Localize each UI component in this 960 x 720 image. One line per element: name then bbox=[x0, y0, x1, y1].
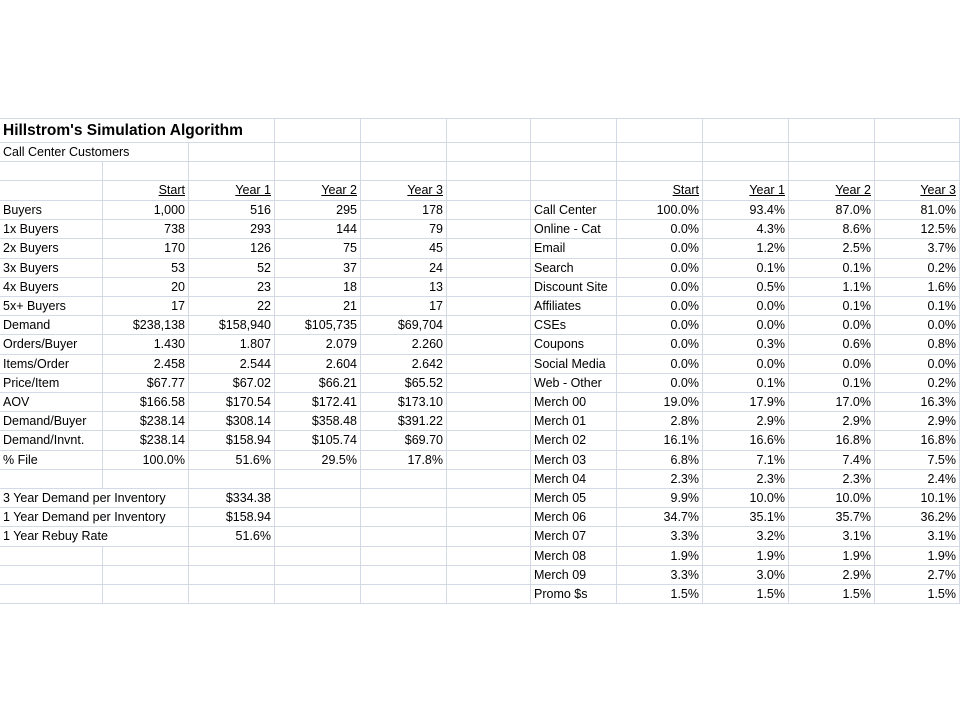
metric-value[interactable]: 24 bbox=[361, 259, 447, 278]
metric-value[interactable]: $158.94 bbox=[189, 431, 275, 450]
channel-value[interactable]: 1.9% bbox=[703, 547, 789, 566]
metric-value[interactable]: 1.430 bbox=[103, 335, 189, 354]
metric-value[interactable]: 51.6% bbox=[189, 451, 275, 470]
metric-value[interactable]: $69.70 bbox=[361, 431, 447, 450]
empty-cell[interactable] bbox=[189, 585, 275, 604]
sheet-title[interactable]: Hillstrom's Simulation Algorithm bbox=[0, 119, 275, 143]
column-header-right[interactable]: Year 3 bbox=[875, 181, 960, 201]
channel-value[interactable]: 17.0% bbox=[789, 393, 875, 412]
metric-value[interactable]: $69,704 bbox=[361, 316, 447, 335]
empty-cell[interactable] bbox=[447, 470, 531, 489]
empty-cell[interactable] bbox=[103, 162, 189, 181]
channel-value[interactable]: 19.0% bbox=[617, 393, 703, 412]
metric-value[interactable]: $173.10 bbox=[361, 393, 447, 412]
empty-cell[interactable] bbox=[447, 566, 531, 585]
channel-value[interactable]: 35.7% bbox=[789, 508, 875, 527]
empty-cell[interactable] bbox=[275, 143, 361, 162]
channel-value[interactable]: 16.1% bbox=[617, 431, 703, 450]
empty-cell[interactable] bbox=[447, 412, 531, 431]
channel-value[interactable]: 3.1% bbox=[875, 527, 960, 546]
metric-label[interactable]: Orders/Buyer bbox=[0, 335, 103, 354]
channel-value[interactable]: 1.1% bbox=[789, 278, 875, 297]
empty-cell[interactable] bbox=[275, 470, 361, 489]
empty-cell[interactable] bbox=[189, 470, 275, 489]
metric-value[interactable]: 126 bbox=[189, 239, 275, 258]
metric-value[interactable]: 23 bbox=[189, 278, 275, 297]
channel-value[interactable]: 0.0% bbox=[703, 316, 789, 335]
channel-value[interactable]: 2.5% bbox=[789, 239, 875, 258]
empty-cell[interactable] bbox=[447, 162, 531, 181]
empty-cell[interactable] bbox=[447, 335, 531, 354]
channel-value[interactable]: 0.0% bbox=[617, 335, 703, 354]
channel-value[interactable]: 16.6% bbox=[703, 431, 789, 450]
channel-value[interactable]: 0.1% bbox=[703, 374, 789, 393]
summary-value[interactable]: $158.94 bbox=[189, 508, 275, 527]
metric-value[interactable]: 18 bbox=[275, 278, 361, 297]
channel-value[interactable]: 0.0% bbox=[875, 316, 960, 335]
metric-value[interactable]: $238.14 bbox=[103, 412, 189, 431]
channel-label[interactable]: Coupons bbox=[531, 335, 617, 354]
channel-value[interactable]: 7.1% bbox=[703, 451, 789, 470]
channel-label[interactable]: Merch 04 bbox=[531, 470, 617, 489]
metric-value[interactable]: $170.54 bbox=[189, 393, 275, 412]
channel-label[interactable]: Merch 09 bbox=[531, 566, 617, 585]
empty-cell[interactable] bbox=[275, 489, 361, 508]
channel-value[interactable]: 0.0% bbox=[703, 297, 789, 316]
empty-cell[interactable] bbox=[447, 201, 531, 220]
channel-value[interactable]: 10.0% bbox=[789, 489, 875, 508]
metric-value[interactable]: 516 bbox=[189, 201, 275, 220]
channel-label[interactable]: Promo $s bbox=[531, 585, 617, 604]
metric-label[interactable]: 4x Buyers bbox=[0, 278, 103, 297]
empty-cell[interactable] bbox=[447, 585, 531, 604]
empty-cell[interactable] bbox=[789, 162, 875, 181]
channel-value[interactable]: 3.2% bbox=[703, 527, 789, 546]
metric-value[interactable]: 1.807 bbox=[189, 335, 275, 354]
channel-value[interactable]: 10.0% bbox=[703, 489, 789, 508]
channel-value[interactable]: 0.6% bbox=[789, 335, 875, 354]
channel-value[interactable]: 3.7% bbox=[875, 239, 960, 258]
empty-cell[interactable] bbox=[275, 508, 361, 527]
metric-value[interactable]: 738 bbox=[103, 220, 189, 239]
channel-value[interactable]: 4.3% bbox=[703, 220, 789, 239]
channel-value[interactable]: 1.2% bbox=[703, 239, 789, 258]
metric-value[interactable]: 79 bbox=[361, 220, 447, 239]
metric-value[interactable]: 2.604 bbox=[275, 355, 361, 374]
channel-label[interactable]: Email bbox=[531, 239, 617, 258]
channel-value[interactable]: 1.5% bbox=[703, 585, 789, 604]
column-header-left[interactable]: Start bbox=[103, 181, 189, 201]
metric-value[interactable]: $105,735 bbox=[275, 316, 361, 335]
metric-value[interactable]: $238,138 bbox=[103, 316, 189, 335]
empty-cell[interactable] bbox=[875, 162, 960, 181]
channel-label[interactable]: CSEs bbox=[531, 316, 617, 335]
channel-value[interactable]: 17.9% bbox=[703, 393, 789, 412]
empty-cell[interactable] bbox=[275, 527, 361, 546]
metric-value[interactable]: 22 bbox=[189, 297, 275, 316]
empty-cell[interactable] bbox=[447, 508, 531, 527]
empty-cell[interactable] bbox=[531, 162, 617, 181]
empty-cell[interactable] bbox=[275, 566, 361, 585]
channel-value[interactable]: 3.0% bbox=[703, 566, 789, 585]
empty-cell[interactable] bbox=[189, 547, 275, 566]
channel-label[interactable]: Merch 07 bbox=[531, 527, 617, 546]
metric-value[interactable]: 2.458 bbox=[103, 355, 189, 374]
metric-value[interactable]: 53 bbox=[103, 259, 189, 278]
empty-cell[interactable] bbox=[0, 162, 103, 181]
channel-label[interactable]: Web - Other bbox=[531, 374, 617, 393]
empty-cell[interactable] bbox=[447, 431, 531, 450]
metric-label[interactable]: Price/Item bbox=[0, 374, 103, 393]
empty-cell[interactable] bbox=[447, 297, 531, 316]
channel-label[interactable]: Merch 08 bbox=[531, 547, 617, 566]
empty-cell[interactable] bbox=[703, 119, 789, 143]
summary-value[interactable]: 51.6% bbox=[189, 527, 275, 546]
channel-value[interactable]: 2.3% bbox=[703, 470, 789, 489]
metric-value[interactable]: 293 bbox=[189, 220, 275, 239]
metric-value[interactable]: 75 bbox=[275, 239, 361, 258]
metric-value[interactable]: 170 bbox=[103, 239, 189, 258]
metric-label[interactable]: Demand/Buyer bbox=[0, 412, 103, 431]
channel-label[interactable]: Merch 03 bbox=[531, 451, 617, 470]
channel-value[interactable]: 2.8% bbox=[617, 412, 703, 431]
metric-value[interactable]: 21 bbox=[275, 297, 361, 316]
metric-value[interactable]: 17 bbox=[103, 297, 189, 316]
metric-value[interactable]: $166.58 bbox=[103, 393, 189, 412]
channel-value[interactable]: 2.9% bbox=[703, 412, 789, 431]
metric-label[interactable]: Demand/Invnt. bbox=[0, 431, 103, 450]
empty-cell[interactable] bbox=[447, 278, 531, 297]
channel-value[interactable]: 10.1% bbox=[875, 489, 960, 508]
channel-value[interactable]: 3.3% bbox=[617, 566, 703, 585]
empty-cell[interactable] bbox=[275, 585, 361, 604]
channel-value[interactable]: 6.8% bbox=[617, 451, 703, 470]
empty-cell[interactable] bbox=[617, 119, 703, 143]
summary-label[interactable]: 1 Year Rebuy Rate bbox=[0, 527, 189, 546]
channel-value[interactable]: 2.3% bbox=[617, 470, 703, 489]
channel-label[interactable]: Online - Cat bbox=[531, 220, 617, 239]
metric-value[interactable]: 100.0% bbox=[103, 451, 189, 470]
metric-value[interactable]: 17.8% bbox=[361, 451, 447, 470]
metric-value[interactable]: 1,000 bbox=[103, 201, 189, 220]
metric-label[interactable]: 3x Buyers bbox=[0, 259, 103, 278]
channel-value[interactable]: 0.1% bbox=[875, 297, 960, 316]
empty-cell[interactable] bbox=[0, 547, 103, 566]
channel-value[interactable]: 8.6% bbox=[789, 220, 875, 239]
empty-cell[interactable] bbox=[189, 162, 275, 181]
empty-cell[interactable] bbox=[361, 566, 447, 585]
column-header-left[interactable]: Year 2 bbox=[275, 181, 361, 201]
empty-cell[interactable] bbox=[447, 547, 531, 566]
channel-value[interactable]: 7.4% bbox=[789, 451, 875, 470]
empty-cell[interactable] bbox=[447, 239, 531, 258]
metric-value[interactable]: $66.21 bbox=[275, 374, 361, 393]
metric-value[interactable]: 29.5% bbox=[275, 451, 361, 470]
metric-value[interactable]: 144 bbox=[275, 220, 361, 239]
channel-value[interactable]: 87.0% bbox=[789, 201, 875, 220]
empty-cell[interactable] bbox=[275, 547, 361, 566]
empty-cell[interactable] bbox=[103, 566, 189, 585]
channel-value[interactable]: 9.9% bbox=[617, 489, 703, 508]
channel-value[interactable]: 0.0% bbox=[789, 355, 875, 374]
empty-cell[interactable] bbox=[447, 527, 531, 546]
column-header-left[interactable]: Year 1 bbox=[189, 181, 275, 201]
metric-value[interactable]: $358.48 bbox=[275, 412, 361, 431]
channel-value[interactable]: 0.0% bbox=[617, 220, 703, 239]
channel-value[interactable]: 7.5% bbox=[875, 451, 960, 470]
channel-label[interactable]: Call Center bbox=[531, 201, 617, 220]
empty-cell[interactable] bbox=[447, 355, 531, 374]
empty-cell[interactable] bbox=[0, 566, 103, 585]
channel-value[interactable]: 2.9% bbox=[789, 412, 875, 431]
summary-label[interactable]: 1 Year Demand per Inventory bbox=[0, 508, 189, 527]
channel-value[interactable]: 0.0% bbox=[617, 278, 703, 297]
channel-value[interactable]: 16.3% bbox=[875, 393, 960, 412]
channel-value[interactable]: 0.0% bbox=[703, 355, 789, 374]
summary-label[interactable]: 3 Year Demand per Inventory bbox=[0, 489, 189, 508]
channel-value[interactable]: 0.5% bbox=[703, 278, 789, 297]
empty-cell[interactable] bbox=[361, 527, 447, 546]
metric-value[interactable]: 2.260 bbox=[361, 335, 447, 354]
channel-value[interactable]: 0.0% bbox=[617, 259, 703, 278]
metric-value[interactable]: $67.77 bbox=[103, 374, 189, 393]
metric-value[interactable]: 13 bbox=[361, 278, 447, 297]
column-header-left[interactable]: Year 3 bbox=[361, 181, 447, 201]
metric-value[interactable]: $391.22 bbox=[361, 412, 447, 431]
empty-cell[interactable] bbox=[447, 119, 531, 143]
channel-label[interactable]: Merch 02 bbox=[531, 431, 617, 450]
channel-label[interactable]: Merch 01 bbox=[531, 412, 617, 431]
empty-cell[interactable] bbox=[361, 489, 447, 508]
metric-value[interactable]: 2.544 bbox=[189, 355, 275, 374]
empty-cell[interactable] bbox=[361, 162, 447, 181]
channel-value[interactable]: 0.0% bbox=[617, 239, 703, 258]
empty-cell[interactable] bbox=[703, 162, 789, 181]
channel-value[interactable]: 0.0% bbox=[617, 316, 703, 335]
channel-value[interactable]: 2.9% bbox=[789, 566, 875, 585]
channel-value[interactable]: 0.0% bbox=[875, 355, 960, 374]
channel-value[interactable]: 12.5% bbox=[875, 220, 960, 239]
channel-value[interactable]: 1.5% bbox=[789, 585, 875, 604]
empty-cell[interactable] bbox=[361, 119, 447, 143]
empty-cell[interactable] bbox=[361, 143, 447, 162]
metric-value[interactable]: 20 bbox=[103, 278, 189, 297]
metric-value[interactable]: 37 bbox=[275, 259, 361, 278]
empty-cell[interactable] bbox=[103, 547, 189, 566]
metric-label[interactable]: Items/Order bbox=[0, 355, 103, 374]
empty-cell[interactable] bbox=[361, 547, 447, 566]
empty-cell[interactable] bbox=[0, 181, 103, 201]
channel-value[interactable]: 0.8% bbox=[875, 335, 960, 354]
channel-value[interactable]: 0.2% bbox=[875, 374, 960, 393]
metric-value[interactable]: 17 bbox=[361, 297, 447, 316]
empty-cell[interactable] bbox=[447, 451, 531, 470]
empty-cell[interactable] bbox=[103, 585, 189, 604]
empty-cell[interactable] bbox=[189, 143, 275, 162]
channel-value[interactable]: 1.9% bbox=[617, 547, 703, 566]
metric-value[interactable]: $238.14 bbox=[103, 431, 189, 450]
spreadsheet bbox=[0, 118, 960, 605]
empty-cell[interactable] bbox=[531, 181, 617, 201]
empty-cell[interactable] bbox=[361, 470, 447, 489]
channel-value[interactable]: 0.0% bbox=[617, 297, 703, 316]
channel-value[interactable]: 1.5% bbox=[617, 585, 703, 604]
empty-cell[interactable] bbox=[447, 393, 531, 412]
channel-label[interactable]: Discount Site bbox=[531, 278, 617, 297]
empty-cell[interactable] bbox=[447, 316, 531, 335]
metric-value[interactable]: $67.02 bbox=[189, 374, 275, 393]
channel-value[interactable]: 1.9% bbox=[875, 547, 960, 566]
channel-value[interactable]: 2.3% bbox=[789, 470, 875, 489]
metric-label[interactable]: Demand bbox=[0, 316, 103, 335]
channel-value[interactable]: 2.9% bbox=[875, 412, 960, 431]
channel-value[interactable]: 0.2% bbox=[875, 259, 960, 278]
metric-value[interactable]: 45 bbox=[361, 239, 447, 258]
empty-cell[interactable] bbox=[617, 143, 703, 162]
channel-value[interactable]: 1.9% bbox=[789, 547, 875, 566]
empty-cell[interactable] bbox=[0, 470, 103, 489]
channel-value[interactable]: 0.3% bbox=[703, 335, 789, 354]
empty-cell[interactable] bbox=[617, 162, 703, 181]
channel-value[interactable]: 0.0% bbox=[617, 374, 703, 393]
channel-label[interactable]: Merch 06 bbox=[531, 508, 617, 527]
channel-value[interactable]: 100.0% bbox=[617, 201, 703, 220]
column-header-right[interactable]: Start bbox=[617, 181, 703, 201]
empty-cell[interactable] bbox=[789, 143, 875, 162]
empty-cell[interactable] bbox=[189, 566, 275, 585]
empty-cell[interactable] bbox=[361, 585, 447, 604]
metric-value[interactable]: $65.52 bbox=[361, 374, 447, 393]
channel-value[interactable]: 2.4% bbox=[875, 470, 960, 489]
metric-label[interactable]: Buyers bbox=[0, 201, 103, 220]
channel-value[interactable]: 16.8% bbox=[875, 431, 960, 450]
channel-value[interactable]: 81.0% bbox=[875, 201, 960, 220]
channel-value[interactable]: 3.3% bbox=[617, 527, 703, 546]
channel-label[interactable]: Social Media bbox=[531, 355, 617, 374]
summary-value[interactable]: $334.38 bbox=[189, 489, 275, 508]
channel-label[interactable]: Affiliates bbox=[531, 297, 617, 316]
empty-cell[interactable] bbox=[447, 259, 531, 278]
channel-value[interactable]: 16.8% bbox=[789, 431, 875, 450]
metric-value[interactable]: $105.74 bbox=[275, 431, 361, 450]
metric-label[interactable]: AOV bbox=[0, 393, 103, 412]
metric-label[interactable]: 5x+ Buyers bbox=[0, 297, 103, 316]
channel-value[interactable]: 0.0% bbox=[789, 316, 875, 335]
metric-value[interactable]: $172.41 bbox=[275, 393, 361, 412]
empty-cell[interactable] bbox=[703, 143, 789, 162]
empty-cell[interactable] bbox=[361, 508, 447, 527]
sheet-subtitle[interactable]: Call Center Customers bbox=[0, 143, 189, 162]
channel-value[interactable]: 0.1% bbox=[703, 259, 789, 278]
empty-cell[interactable] bbox=[0, 585, 103, 604]
channel-value[interactable]: 3.1% bbox=[789, 527, 875, 546]
column-header-right[interactable]: Year 1 bbox=[703, 181, 789, 201]
channel-label[interactable]: Merch 05 bbox=[531, 489, 617, 508]
metric-value[interactable]: $308.14 bbox=[189, 412, 275, 431]
empty-cell[interactable] bbox=[447, 181, 531, 201]
channel-value[interactable]: 34.7% bbox=[617, 508, 703, 527]
channel-value[interactable]: 0.0% bbox=[617, 355, 703, 374]
empty-cell[interactable] bbox=[789, 119, 875, 143]
empty-cell[interactable] bbox=[875, 119, 960, 143]
empty-cell[interactable] bbox=[103, 470, 189, 489]
empty-cell[interactable] bbox=[447, 489, 531, 508]
channel-value[interactable]: 0.1% bbox=[789, 259, 875, 278]
channel-label[interactable]: Search bbox=[531, 259, 617, 278]
metric-value[interactable]: 178 bbox=[361, 201, 447, 220]
channel-value[interactable]: 1.5% bbox=[875, 585, 960, 604]
metric-value[interactable]: $158,940 bbox=[189, 316, 275, 335]
empty-cell[interactable] bbox=[531, 143, 617, 162]
channel-value[interactable]: 0.1% bbox=[789, 374, 875, 393]
empty-cell[interactable] bbox=[447, 220, 531, 239]
column-header-right[interactable]: Year 2 bbox=[789, 181, 875, 201]
metric-value[interactable]: 2.642 bbox=[361, 355, 447, 374]
channel-value[interactable]: 93.4% bbox=[703, 201, 789, 220]
metric-value[interactable]: 2.079 bbox=[275, 335, 361, 354]
channel-label[interactable]: Merch 00 bbox=[531, 393, 617, 412]
channel-value[interactable]: 35.1% bbox=[703, 508, 789, 527]
channel-value[interactable]: 0.1% bbox=[789, 297, 875, 316]
empty-cell[interactable] bbox=[531, 119, 617, 143]
empty-cell[interactable] bbox=[447, 374, 531, 393]
metric-label[interactable]: 1x Buyers bbox=[0, 220, 103, 239]
channel-value[interactable]: 2.7% bbox=[875, 566, 960, 585]
channel-value[interactable]: 1.6% bbox=[875, 278, 960, 297]
metric-value[interactable]: 295 bbox=[275, 201, 361, 220]
metric-label[interactable]: % File bbox=[0, 451, 103, 470]
metric-value[interactable]: 52 bbox=[189, 259, 275, 278]
channel-value[interactable]: 36.2% bbox=[875, 508, 960, 527]
empty-cell[interactable] bbox=[275, 162, 361, 181]
empty-cell[interactable] bbox=[447, 143, 531, 162]
empty-cell[interactable] bbox=[875, 143, 960, 162]
metric-label[interactable]: 2x Buyers bbox=[0, 239, 103, 258]
empty-cell[interactable] bbox=[275, 119, 361, 143]
